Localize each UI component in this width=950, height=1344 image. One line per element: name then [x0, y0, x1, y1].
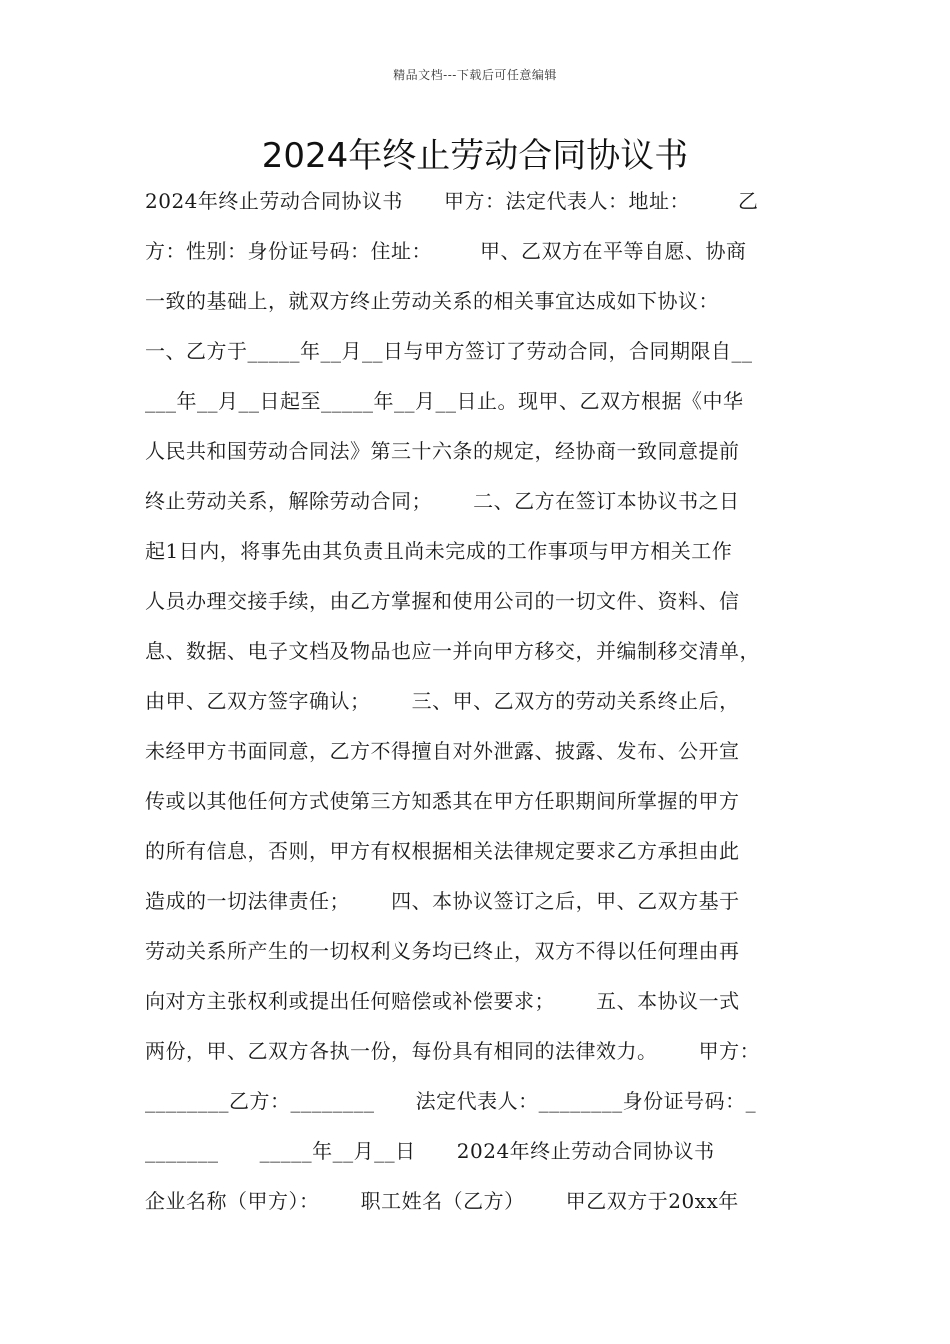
body-line: 方：性别：身份证号码：住址： 甲、乙双方在平等自愿、协商 — [145, 239, 747, 263]
body-line: 两份，甲、乙双方各执一份，每份具有相同的法律效力。 甲方： — [145, 1039, 761, 1063]
body-line: 息、数据、电子文档及物品也应一并向甲方移交，并编制移交清单， — [145, 639, 760, 663]
body-line: 传或以其他任何方式使第三方知悉其在甲方任职期间所掌握的甲方 — [145, 789, 740, 813]
body-line: 由甲、乙双方签字确认； 三、甲、乙双方的劳动关系终止后， — [145, 689, 740, 713]
body-line: 人员办理交接手续，由乙方掌握和使用公司的一切文件、资料、信 — [145, 589, 740, 613]
body-line: ___年__月__日起至_____年__月__日止。现甲、乙双方根据《中华 — [145, 389, 744, 413]
body-line: 企业名称（甲方）： 职工姓名（乙方） 甲乙双方于20xx年 — [145, 1189, 739, 1213]
body-line: 未经甲方书面同意，乙方不得擅自对外泄露、披露、发布、公开宣 — [145, 739, 740, 763]
header-note: 精品文档---下载后可任意编辑 — [393, 68, 557, 82]
document-body — [145, 178, 825, 1228]
body-line: 起1日内，将事先由其负责且尚未完成的工作事项与甲方相关工作 — [145, 539, 733, 563]
body-line: 一、乙方于_____年__月__日与甲方签订了劳动合同，合同期限自__ — [145, 339, 753, 363]
body-line: 向对方主张权利或提出任何赔偿或补偿要求； 五、本协议一式 — [145, 989, 740, 1013]
document-title: 2024年终止劳动合同协议书 — [261, 136, 689, 176]
date-line: _______ _____年__月__日 2024年终止劳动合同协议书 — [145, 1139, 715, 1163]
body-line: 2024年终止劳动合同协议书 甲方：法定代表人：地址： 乙 — [145, 189, 759, 213]
signature-line: ________乙方：________ 法定代表人：________身份证号码：_ — [145, 1089, 757, 1113]
body-line: 终止劳动关系，解除劳动合同； 二、乙方在签订本协议书之日 — [145, 489, 740, 513]
body-line: 劳动关系所产生的一切权利义务均已终止，双方不得以任何理由再 — [145, 939, 740, 963]
body-line: 一致的基础上，就双方终止劳动关系的相关事宜达成如下协议： — [145, 289, 719, 313]
body-line: 人民共和国劳动合同法》第三十六条的规定，经协商一致同意提前 — [145, 439, 740, 463]
body-line: 的所有信息，否则，甲方有权根据相关法律规定要求乙方承担由此 — [145, 839, 740, 863]
body-line: 造成的一切法律责任； 四、本协议签订之后，甲、乙双方基于 — [145, 889, 740, 913]
